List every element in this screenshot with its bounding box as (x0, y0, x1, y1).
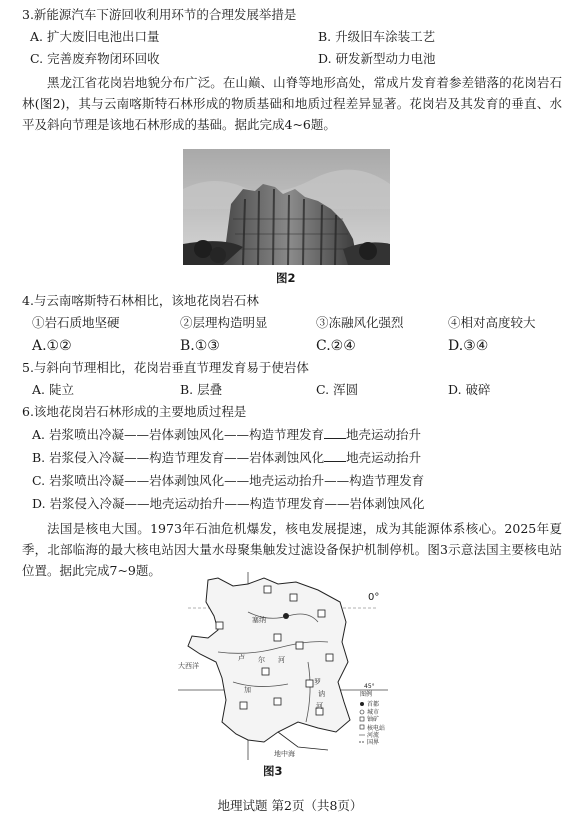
q4-statement-2: ②层理构造明显 (180, 315, 268, 330)
q4-option-c: C.②④ (316, 338, 356, 354)
q6-option-b-blank (324, 449, 346, 462)
q4-option-b: B.①③ (180, 338, 220, 354)
q3-stem: 3.新能源汽车下游回收利用环节的合理发展举措是 (22, 7, 297, 22)
q6-option-b (32, 449, 421, 467)
q6-option-a-tail: 地壳运动抬升 (345, 427, 421, 442)
q3-option-c: C. 完善废弃物闭环回收 (30, 51, 160, 66)
river-label-loire-1: 卢 (238, 654, 245, 662)
sea-med-label: 地中海 (274, 750, 295, 758)
legend-title: 图例 (360, 691, 373, 698)
q5-option-b: B. 层叠 (180, 382, 223, 397)
page-footer: 地理试题 第2页（共8页） (217, 798, 363, 813)
q6-stem: 6.该地花岗岩石林形成的主要地质过程是 (22, 404, 247, 419)
legend-border: 国界 (367, 739, 380, 746)
q4-statement-1: ①岩石质地坚硬 (32, 315, 120, 330)
legend-river: 河流 (367, 732, 380, 739)
q5-option-d: D. 破碎 (448, 382, 491, 397)
sea-atlantic-label: 大西洋 (178, 662, 199, 670)
lat-label: 45° (364, 683, 375, 690)
passage-france: 法国是核电大国。1973年石油危机爆发，核电发展提速，成为其能源体系核心。2025年夏季，北部临海的最大核电站因大量水母聚集触发过滤设备保护机制停机。图3示意法国主要核电站位置。据此完成7~9题。 (22, 521, 562, 578)
q4-statement-3: ③冻融风化强烈 (316, 315, 404, 330)
legend-nuclear: 核电站 (367, 725, 386, 732)
river-label-garonne: 加 (244, 686, 251, 694)
q6-option-c: C. 岩浆喷出冷凝——岩体剥蚀风化——地壳运动抬升——构造节理发育 (32, 473, 425, 488)
river-label-rhone-2: 讷 (318, 690, 325, 698)
q3-option-b: B. 升级旧车涂装工艺 (318, 29, 436, 44)
river-label-seine: 塞纳 (252, 616, 266, 624)
lon-label: 0° (368, 592, 380, 603)
q4-option-d: D.③④ (448, 338, 489, 354)
river-label-rhone-1: 罗 (314, 678, 321, 686)
q6-option-a (32, 426, 421, 444)
capital-marker (283, 613, 289, 619)
q3-option-a: A. 扩大废旧电池出口量 (30, 29, 160, 44)
q4-stem: 4.与云南喀斯特石林相比，该地花岗岩石林 (22, 293, 259, 308)
q6-option-b-text: B. 岩浆侵入冷凝——构造节理发育——岩体剥蚀风化 (32, 450, 325, 465)
q4-option-a: A.①② (32, 338, 72, 354)
figure2-photo (183, 149, 390, 265)
passage-granite: 黑龙江省花岗岩地貌分布广泛。在山巅、山脊等地形高处，常成片发育着参差错落的花岗岩石林(图2)，其与云南喀斯特石林形成的物质基础和地质过程差异显著。花岗岩及其发育的垂直、水平及斜向节理是该地石林形成的基础。据此完成4~6题。 (22, 75, 562, 132)
q6-option-a-text: A. 岩浆喷出冷凝——岩体剥蚀风化——构造节理发育 (32, 427, 324, 442)
legend-capital: 首都 (367, 701, 380, 708)
q6-option-d: D. 岩浆侵入冷凝——地壳运动抬升——构造节理发育——岩体剥蚀风化 (32, 496, 425, 511)
q4-statement-4: ④相对高度较大 (448, 315, 536, 330)
legend-city: 城市 (367, 709, 380, 716)
q3-option-d: D. 研发新型动力电池 (318, 51, 436, 66)
q6-option-a-blank (324, 426, 346, 439)
figure3-map (178, 572, 388, 760)
river-label-loire-3: 河 (278, 656, 285, 664)
map-legend (359, 690, 385, 746)
river-label-rhone-3: 河 (316, 702, 323, 710)
q5-option-a: A. 陡立 (32, 382, 74, 397)
figure3-caption: 图3 (263, 764, 283, 778)
legend-uranium: 铀矿 (367, 716, 380, 723)
figure2-caption: 图2 (276, 271, 296, 285)
q6-option-b-tail: 地壳运动抬升 (346, 450, 422, 465)
q5-stem: 5.与斜向节理相比，花岗岩垂直节理发育易于使岩体 (22, 360, 309, 375)
river-label-loire-2: 尔 (258, 656, 265, 664)
q5-option-c: C. 浑圆 (316, 382, 359, 397)
